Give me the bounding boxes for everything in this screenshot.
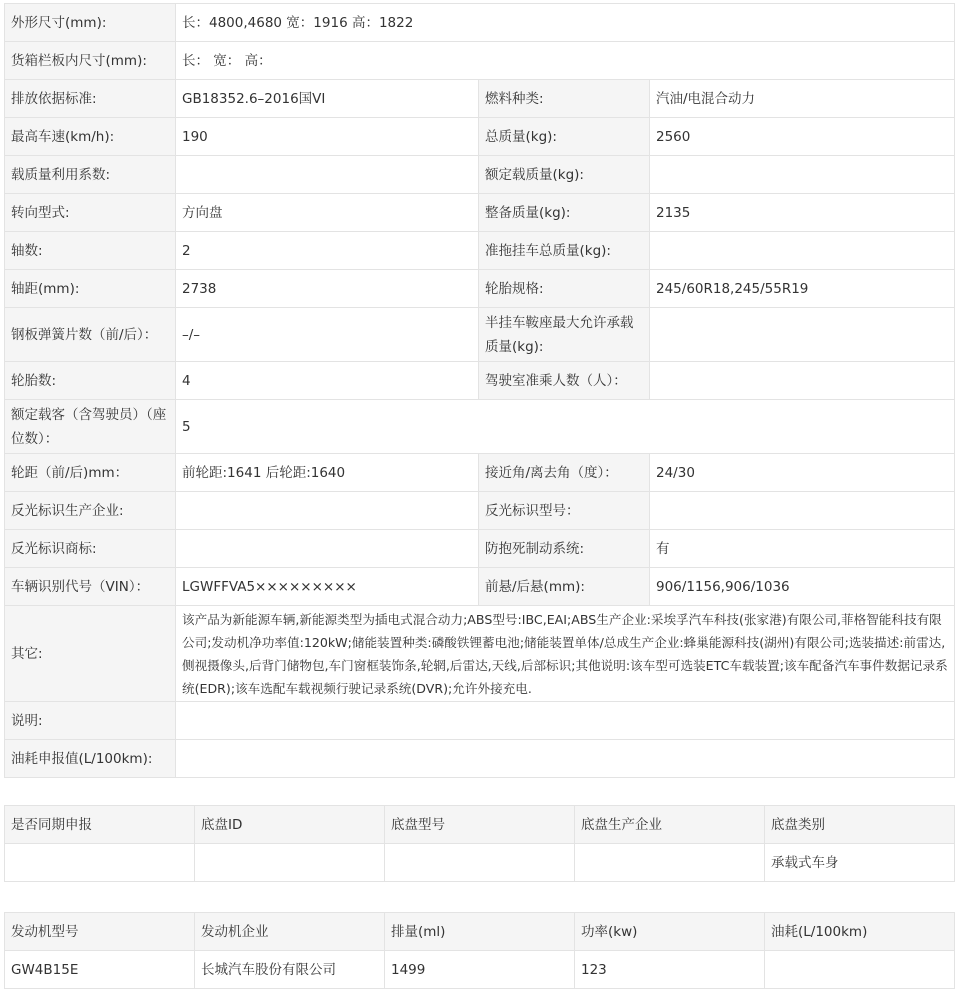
chassis-cell: 承载式车身	[765, 844, 955, 882]
engine-cell: 长城汽车股份有限公司	[195, 951, 385, 989]
chassis-header-cell: 底盘类别	[765, 806, 955, 844]
overhang-label: 前悬/后悬(mm):	[479, 568, 650, 606]
spec-row-cargo	[5, 42, 955, 80]
dims-label: 外形尺寸(mm):	[5, 4, 176, 42]
spring-label: 钢板弹簧片数（前/后）：	[5, 308, 176, 362]
steering-label: 转向型式:	[5, 194, 176, 232]
wheelbase-value: 2738	[176, 270, 479, 308]
chassis-header-row	[5, 806, 955, 844]
vin-label: 车辆识别代号（VIN）：	[5, 568, 176, 606]
spec-row-dimensions	[5, 4, 955, 42]
chassis-table	[4, 805, 955, 882]
saddle-mass-value	[650, 308, 955, 362]
fuel-report-value	[176, 740, 955, 778]
passengers-value: 5	[176, 400, 955, 454]
engine-table	[4, 912, 955, 989]
reflect-brand-value	[176, 530, 479, 568]
emission-value: GB18352.6–2016国VI	[176, 80, 479, 118]
total-mass-label: 总质量(kg):	[479, 118, 650, 156]
spec-row-wheelbase	[5, 270, 955, 308]
overhang-value: 906/1156,906/1036	[650, 568, 955, 606]
chassis-cell	[385, 844, 575, 882]
vehicle-spec-table	[4, 3, 955, 778]
fuel-report-label: 油耗申报值(L/100km):	[5, 740, 176, 778]
engine-cell: 1499	[385, 951, 575, 989]
engine-header-cell: 发动机型号	[5, 913, 195, 951]
load-util-value	[176, 156, 479, 194]
engine-cell: GW4B15E	[5, 951, 195, 989]
engine-cell: 123	[575, 951, 765, 989]
spec-row-track	[5, 454, 955, 492]
engine-cell	[765, 951, 955, 989]
tire-spec-value: 245/60R18,245/55R19	[650, 270, 955, 308]
other-value: 该产品为新能源车辆,新能源类型为插电式混合动力;ABS型号:IBC,EAI;ABS生产企业:采埃孚汽车科技(张家港)有限公司,菲格智能科技有限公司;发动机净功率值:120kW;储能装置种类:磷酸铁锂蓄电池;储能装置单体/总成生产企业:蜂巢能源科技(湖州)有限公司;选装描述:前雷达,侧视摄像头,后背门储物包,车门窗框装饰条,轮辋,后雷达,天线,后部标识;其他说明:该车型可选装ETC车载装置;该车配备汽车事件数据记录系统(EDR);该车选配车载视频行驶记录系统(DVR);允许外接充电.	[176, 606, 955, 702]
cab-seats-value	[650, 362, 955, 400]
spec-row-axles	[5, 232, 955, 270]
abs-value: 有	[650, 530, 955, 568]
engine-header-cell: 发动机企业	[195, 913, 385, 951]
tire-count-value: 4	[176, 362, 479, 400]
reflect-maker-label: 反光标识生产企业:	[5, 492, 176, 530]
note-value	[176, 702, 955, 740]
spring-value: –/–	[176, 308, 479, 362]
spec-row-load	[5, 156, 955, 194]
abs-label: 防抱死制动系统:	[479, 530, 650, 568]
curb-mass-label: 整备质量(kg):	[479, 194, 650, 232]
max-speed-value: 190	[176, 118, 479, 156]
spec-row-spring	[5, 308, 955, 362]
spec-row-reflect-maker	[5, 492, 955, 530]
chassis-header-cell: 底盘型号	[385, 806, 575, 844]
chassis-header-cell: 底盘生产企业	[575, 806, 765, 844]
engine-header-cell: 油耗(L/100km)	[765, 913, 955, 951]
spec-row-vin	[5, 568, 955, 606]
engine-data-row	[5, 951, 955, 989]
angle-label: 接近角/离去角（度）：	[479, 454, 650, 492]
max-speed-label: 最高车速(km/h):	[5, 118, 176, 156]
other-label: 其它:	[5, 606, 176, 702]
cargo-value: 长： 宽： 高：	[176, 42, 955, 80]
spec-row-note	[5, 702, 955, 740]
fuel-type-label: 燃料种类:	[479, 80, 650, 118]
fuel-type-value: 汽油/电混合动力	[650, 80, 955, 118]
trailer-mass-value	[650, 232, 955, 270]
reflect-maker-value	[176, 492, 479, 530]
spec-row-other	[5, 606, 955, 702]
reflect-model-label: 反光标识型号：	[479, 492, 650, 530]
load-util-label: 载质量利用系数:	[5, 156, 176, 194]
cab-seats-label: 驾驶室准乘人数（人）：	[479, 362, 650, 400]
chassis-data-row	[5, 844, 955, 882]
chassis-header-cell: 是否同期申报	[5, 806, 195, 844]
axles-label: 轴数:	[5, 232, 176, 270]
spec-row-fuel-report	[5, 740, 955, 778]
reflect-brand-label: 反光标识商标:	[5, 530, 176, 568]
chassis-header-cell: 底盘ID	[195, 806, 385, 844]
passengers-label: 额定载客（含驾驶员）（座位数）：	[5, 400, 176, 454]
spec-row-tires	[5, 362, 955, 400]
emission-label: 排放依据标准:	[5, 80, 176, 118]
tire-count-label: 轮胎数:	[5, 362, 176, 400]
spec-row-speed	[5, 118, 955, 156]
spec-row-emission	[5, 80, 955, 118]
spec-row-reflect-brand	[5, 530, 955, 568]
chassis-cell	[195, 844, 385, 882]
track-label: 轮距（前/后)mm：	[5, 454, 176, 492]
curb-mass-value: 2135	[650, 194, 955, 232]
engine-header-cell: 功率(kw)	[575, 913, 765, 951]
tire-spec-label: 轮胎规格:	[479, 270, 650, 308]
vin-value: LGWFFVA5×××××××××	[176, 568, 479, 606]
steering-value: 方向盘	[176, 194, 479, 232]
spec-row-steering	[5, 194, 955, 232]
saddle-mass-label: 半挂车鞍座最大允许承载质量(kg):	[479, 308, 650, 362]
angle-value: 24/30	[650, 454, 955, 492]
dims-value: 长：4800,4680 宽：1916 高：1822	[176, 4, 955, 42]
engine-header-cell: 排量(ml)	[385, 913, 575, 951]
chassis-cell	[575, 844, 765, 882]
track-value: 前轮距:1641 后轮距:1640	[176, 454, 479, 492]
axles-value: 2	[176, 232, 479, 270]
total-mass-value: 2560	[650, 118, 955, 156]
cargo-label: 货箱栏板内尺寸(mm):	[5, 42, 176, 80]
trailer-mass-label: 准拖挂车总质量(kg):	[479, 232, 650, 270]
rated-load-label: 额定载质量(kg):	[479, 156, 650, 194]
note-label: 说明:	[5, 702, 176, 740]
chassis-cell	[5, 844, 195, 882]
engine-header-row	[5, 913, 955, 951]
rated-load-value	[650, 156, 955, 194]
wheelbase-label: 轴距(mm):	[5, 270, 176, 308]
spec-row-passengers	[5, 400, 955, 454]
reflect-model-value	[650, 492, 955, 530]
